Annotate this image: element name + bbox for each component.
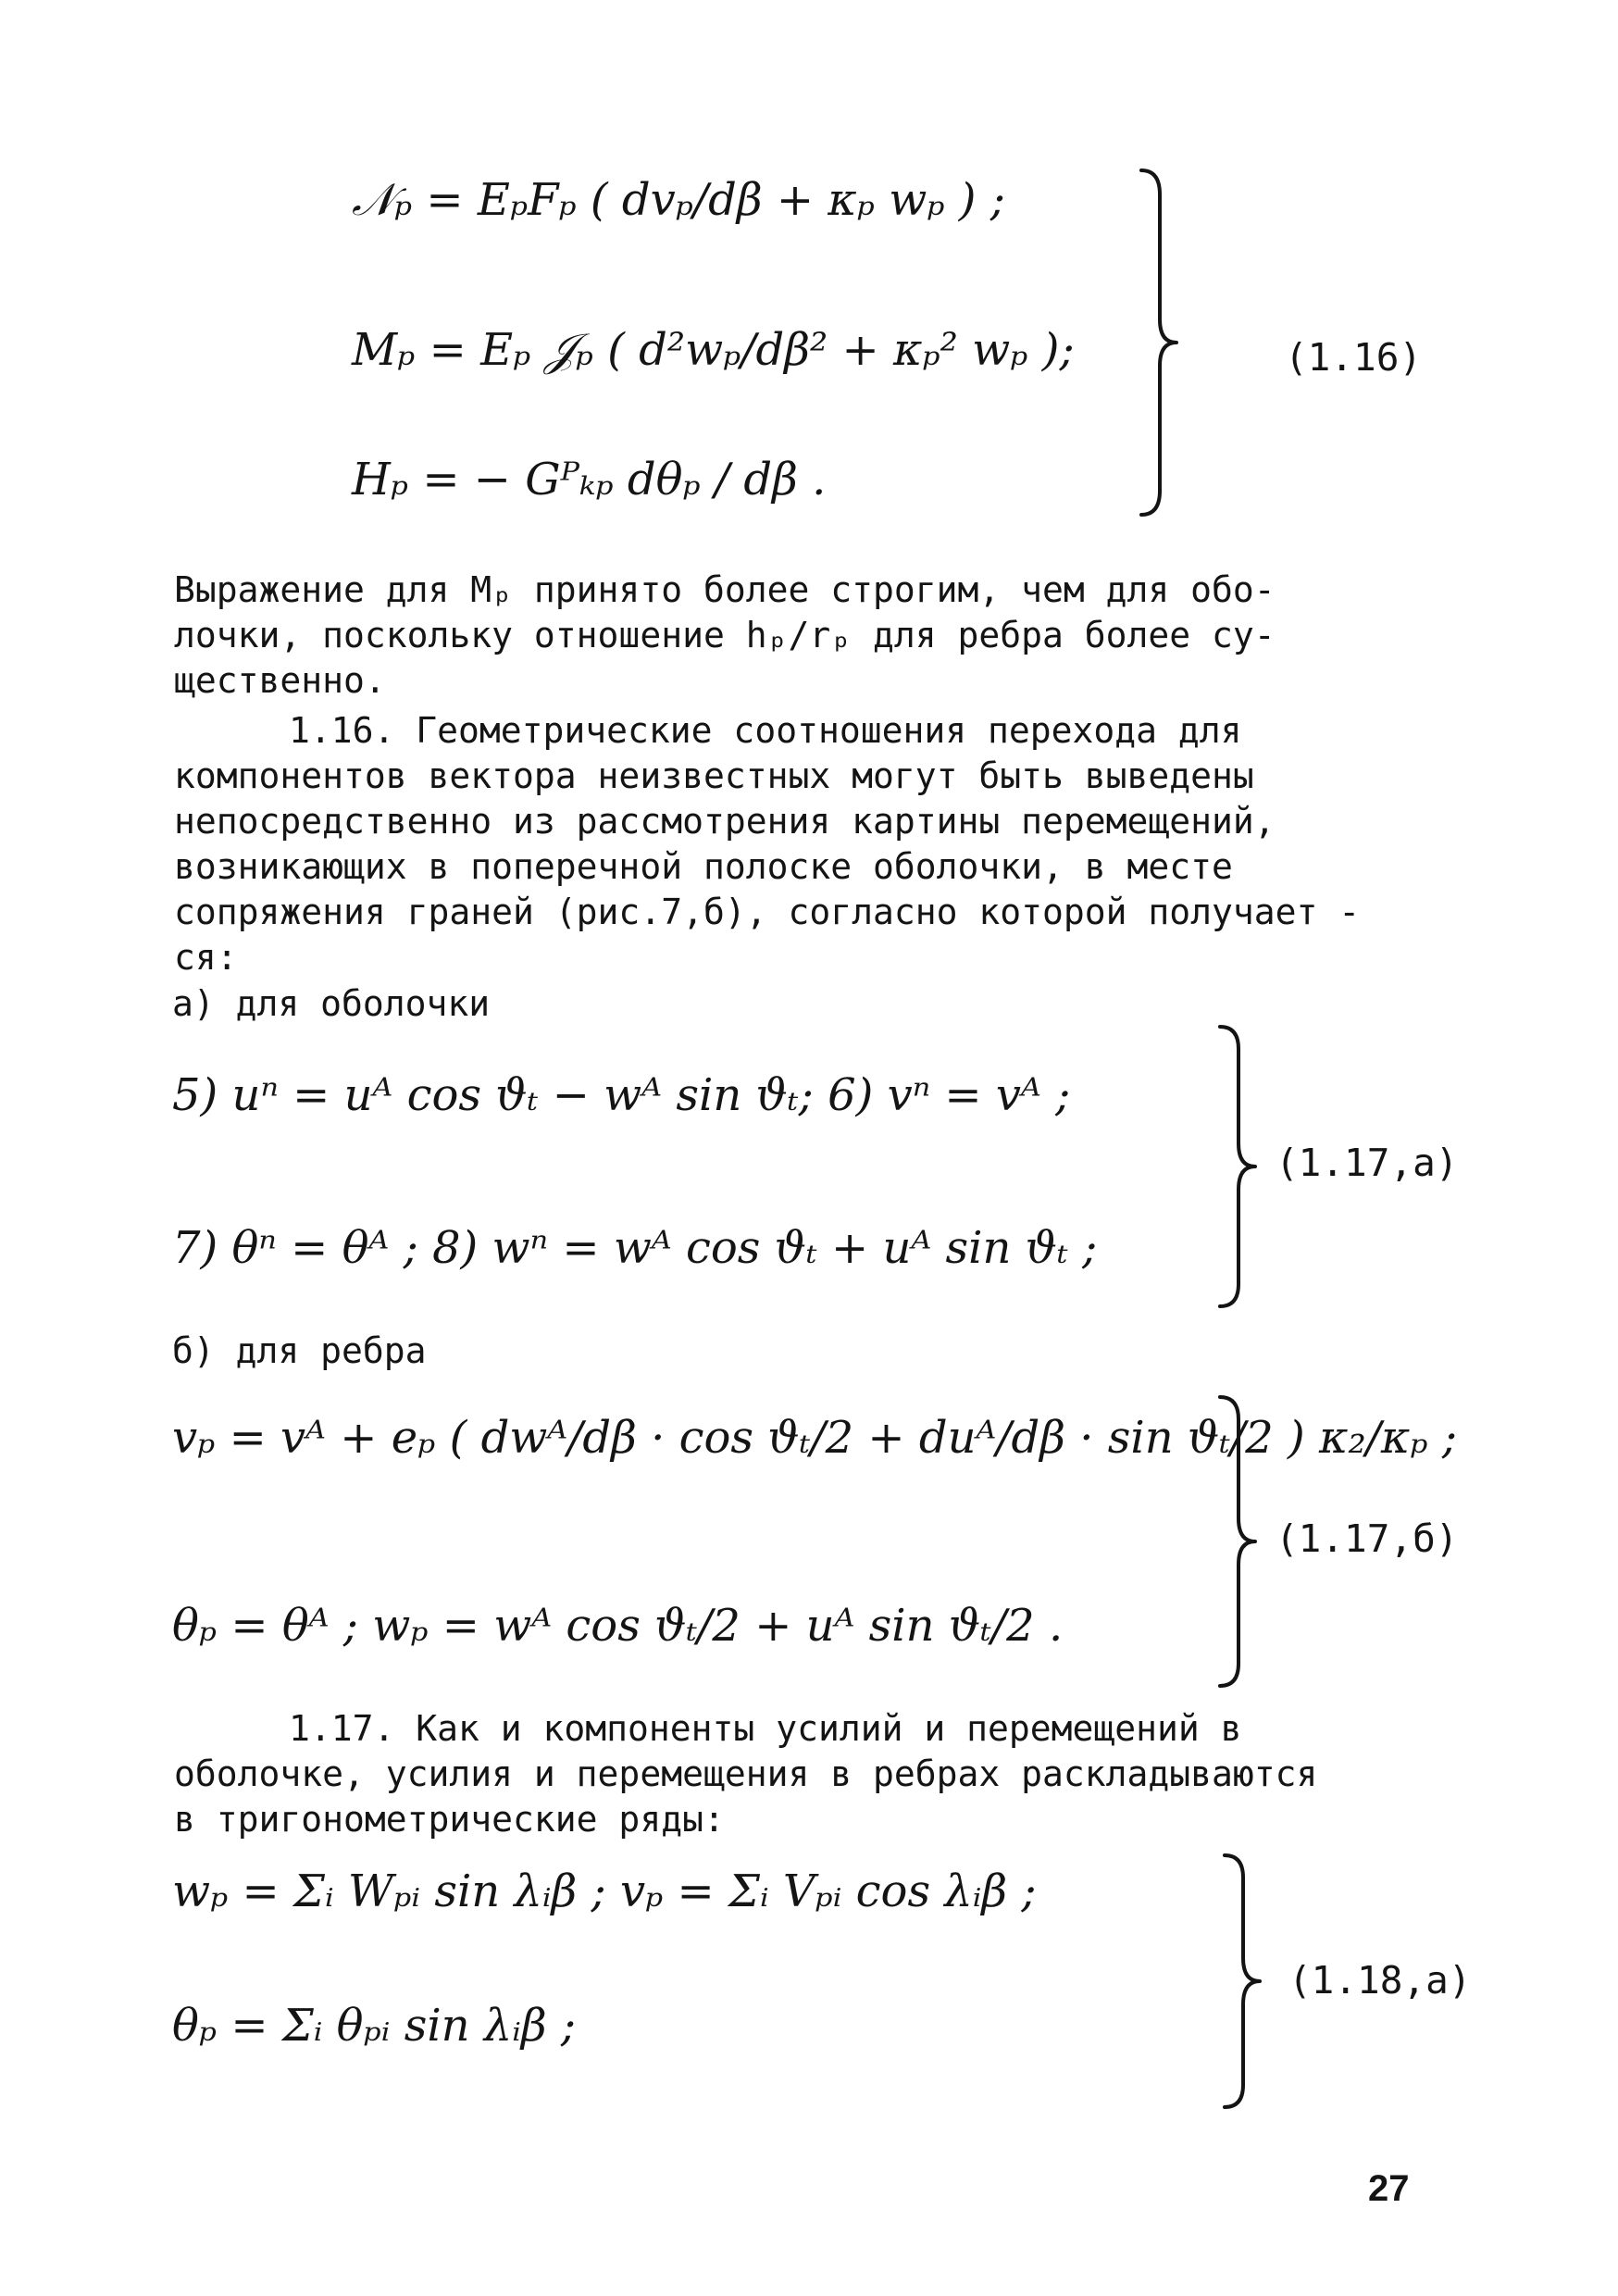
equation-H-p: Hₚ = − Gᴾₖₚ dθₚ / dβ . (352, 454, 827, 505)
right-brace-1-18a (1217, 1852, 1273, 2111)
subheading-rib: б) для ребра (172, 1330, 427, 1371)
text-line: ся: (174, 937, 238, 978)
text-line: возникающих в поперечной полоске оболочки, в месте (174, 846, 1233, 887)
equation-label-1-17a: (1.17,а) (1276, 1141, 1459, 1185)
equation-label-1-16: (1.16) (1285, 335, 1423, 380)
equation-label-1-18a: (1.18,а) (1288, 1958, 1472, 2003)
text-line: сопряжения граней (рис.7,б), согласно которой получает - (174, 892, 1361, 932)
equation-7-8: 7) θⁿ = θᴬ ; 8) wⁿ = wᴬ cos ϑₜ + uᴬ sin ϑₜ ; (172, 1222, 1098, 1274)
paragraph-1-16 (174, 708, 1360, 980)
page-number: 27 (1368, 2168, 1410, 2209)
equation-label-1-17b: (1.17,б) (1276, 1516, 1459, 1561)
paragraph-expression-note (174, 568, 1276, 704)
right-brace-1-16 (1134, 167, 1189, 518)
text-line: щественно. (174, 660, 386, 701)
text-line: компонентов вектора неизвестных могут быть выведены (174, 755, 1254, 796)
equation-v-p: vₚ = vᴬ + eₚ ( dwᴬ/dβ · cos ϑₜ/2 + duᴬ/dβ · sin ϑₜ/2 ) κ₂/κₚ ; (172, 1412, 1458, 1464)
equation-5-6: 5) uⁿ = uᴬ cos ϑₜ − wᴬ sin ϑₜ; 6) vⁿ = vᴬ ; (172, 1069, 1071, 1121)
right-brace-1-17b (1213, 1393, 1268, 1690)
text-line: в тригонометрические ряды: (174, 1799, 725, 1840)
text-line: 1.16. Геометрические соотношения перехода для (289, 710, 1242, 751)
equation-theta-w-p: θₚ = θᴬ ; wₚ = wᴬ cos ϑₜ/2 + uᴬ sin ϑₜ/2 . (172, 1600, 1064, 1652)
text-line: 1.17. Как и компоненты усилий и перемещений в (289, 1708, 1242, 1749)
equation-w-v-series: wₚ = Σᵢ Wₚᵢ sin λᵢβ ; vₚ = Σᵢ Vₚᵢ cos λᵢβ ; (172, 1866, 1037, 1917)
equation-M-p: Mₚ = Eₚ 𝒥ₚ ( d²wₚ/dβ² + κₚ² wₚ ); (352, 324, 1075, 376)
text-line: оболочке, усилия и перемещения в ребрах раскладываются (174, 1753, 1318, 1794)
equation-N-p: 𝒩ₚ = EₚFₚ ( dvₚ/dβ + κₚ wₚ ) ; (352, 174, 1005, 226)
right-brace-1-17a (1213, 1023, 1268, 1310)
equation-theta-series: θₚ = Σᵢ θₚᵢ sin λᵢβ ; (172, 2000, 577, 2052)
text-line: непосредственно из рассмотрения картины перемещений, (174, 801, 1276, 842)
paragraph-1-17 (174, 1706, 1317, 1842)
text-line: Выражение для Mₚ принято более строгим, чем для обо- (174, 569, 1276, 610)
subheading-shell: а) для оболочки (172, 983, 491, 1024)
text-line: лочки, поскольку отношение hₚ/rₚ для ребра более су- (174, 615, 1276, 655)
